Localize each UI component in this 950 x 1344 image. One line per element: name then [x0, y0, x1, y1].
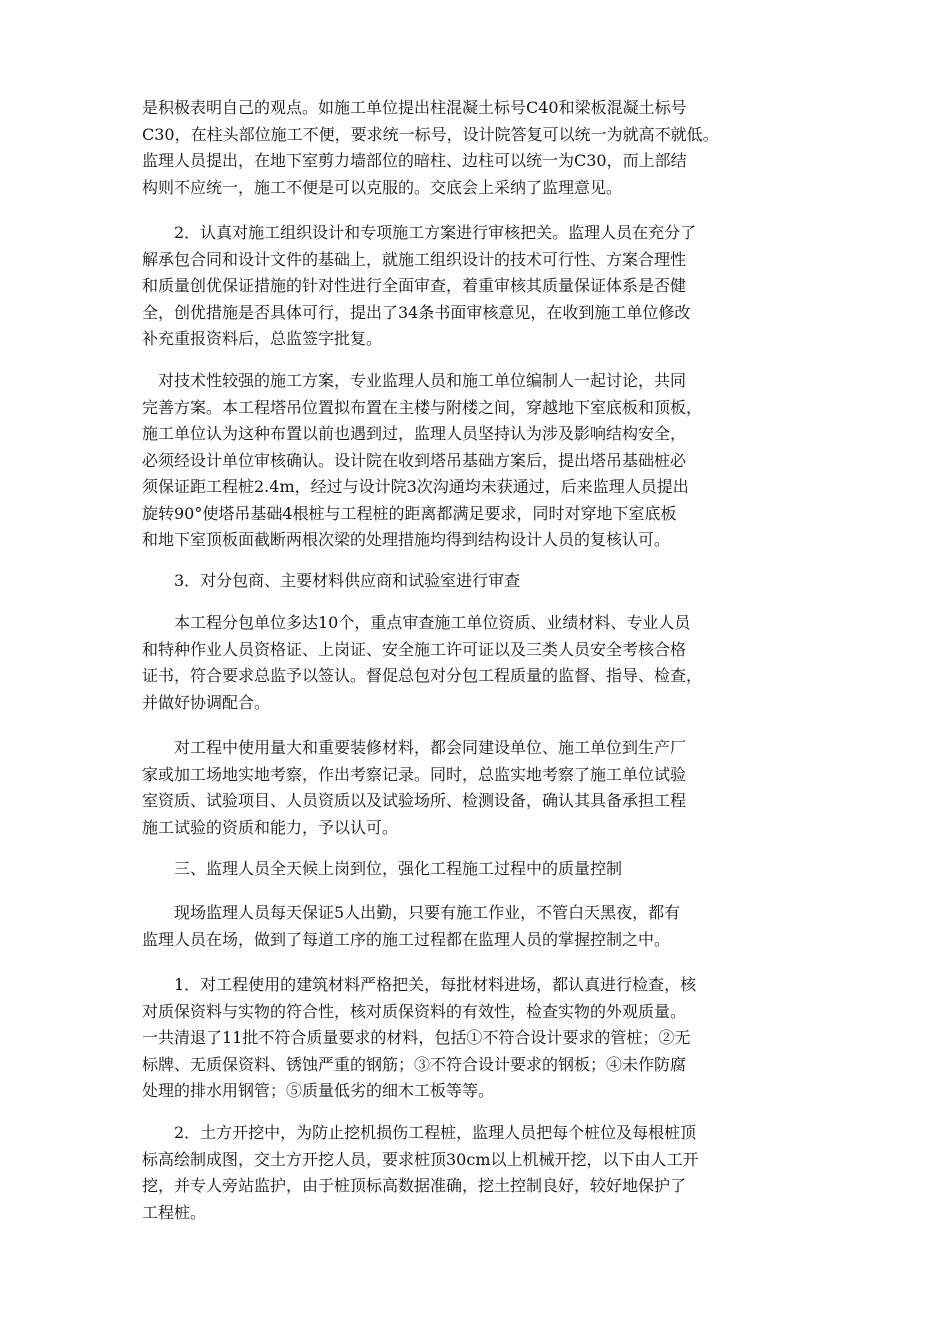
- text-line: 一共清退了11批不符合质量要求的材料，包括①不符合设计要求的管桩；②无: [142, 1028, 691, 1047]
- paragraph-building-material-control: [142, 972, 810, 1105]
- text-line: 监理人员在场，做到了每道工序的施工过程都在监理人员的掌握控制之中。: [142, 929, 671, 949]
- paragraph-material-inspection: [142, 735, 810, 841]
- text-line: 和质量创优保证措施的针对性进行全面审查，着重审核其质量保证体系是否健: [142, 276, 687, 295]
- text-line: 须保证距工程桩2.4m，经过与设计院3次沟通均未获通过，后来监理人员提出: [142, 477, 689, 496]
- text-line: 旋转90°使塔吊基础4根桩与工程桩的距离都满足要求，同时对穿地下室底板: [142, 503, 677, 523]
- text-line: 监理人员提出，在地下室剪力墙部位的暗柱、边柱可以统一为C30，而上部结: [142, 151, 687, 170]
- text-line: 并做好协调配合。: [142, 692, 271, 712]
- text-line: C30，在柱头部位施工不便，要求统一标号，设计院答复可以统一为就高不就低。: [142, 124, 719, 144]
- text-line: 挖，并专人旁站监护，由于桩顶标高数据准确，挖土控制良好，较好地保护了: [142, 1176, 687, 1195]
- paragraph-construction-plan-review: [142, 220, 810, 353]
- text-line: 和特种作业人员资格证、上岗证、安全施工许可证以及三类人员安全考核合格: [142, 639, 687, 659]
- text-line: 是积极表明自己的观点。如施工单位提出柱混凝土标号C40和梁板混凝土标号: [142, 98, 687, 117]
- text-line: 必须经设计单位审核确认。设计院在收到塔吊基础方案后，提出塔吊基础桩必: [142, 450, 687, 470]
- text-line: 处理的排水用钢管；⑤质量低劣的细木工板等等。: [142, 1081, 495, 1100]
- text-line: 现场监理人员每天保证5人出勤，只要有施工作业，不管白天黑夜，都有: [142, 903, 681, 922]
- text-line: 对技术性较强的施工方案，专业监理人员和施工单位编制人一起讨论，共同: [142, 371, 687, 390]
- text-line: 工程桩。: [142, 1202, 207, 1222]
- paragraph-earthwork-excavation: [142, 1120, 810, 1226]
- text-line: 室资质、试验项目、人员资质以及试验场所、检测设备，确认其具备承担工程: [142, 791, 687, 810]
- text-line: 三、监理人员全天候上岗到位，强化工程施工过程中的质量控制: [142, 859, 623, 878]
- text-line: 2．土方开挖中，为防止挖机损伤工程桩，监理人员把每个桩位及每根桩顶: [142, 1123, 697, 1142]
- heading-section-three: [142, 856, 810, 883]
- paragraph-design-review-conclusion: [142, 95, 810, 201]
- text-line: 构则不应统一，施工不便是可以克服的。交底会上采纳了监理意见。: [142, 177, 623, 197]
- text-line: 2．认真对施工组织设计和专项施工方案进行审核把关。监理人员在充分了: [142, 223, 697, 242]
- text-line: 证书，符合要求总监予以签认。督促总包对分包工程质量的监督、指导、检查，: [142, 666, 703, 685]
- text-line: 本工程分包单位多达10个，重点审查施工单位资质、业绩材料、专业人员: [142, 613, 691, 632]
- heading-subcontractor-review: [142, 568, 810, 595]
- text-line: 标高绘制成图，交土方开挖人员，要求桩顶30cm以上机械开挖，以下由人工开: [142, 1149, 699, 1169]
- text-line: 解承包合同和设计文件的基础上，就施工组织设计的技术可行性、方案合理性: [142, 249, 687, 269]
- text-line: 标牌、无质保资料、锈蚀严重的钢筋；③不符合设计要求的钢板；④未作防腐: [142, 1054, 687, 1074]
- text-line: 施工试验的资质和能力，予以认可。: [142, 817, 399, 837]
- text-line: 补充重报资料后，总监签字批复。: [142, 329, 383, 348]
- text-line: 全，创优措施是否具体可行，提出了34条书面审核意见，在收到施工单位修改: [142, 302, 691, 322]
- text-line: 对质保资料与实物的符合性，核对质保资料的有效性，检查实物的外观质量。: [142, 1001, 687, 1021]
- text-line: 施工单位认为这种布置以前也遇到过，监理人员坚持认为涉及影响结构安全，: [142, 424, 687, 443]
- paragraph-subcontractor-qualification: [142, 610, 810, 716]
- text-line: 和地下室顶板面截断两根次梁的处理措施均得到结构设计人员的复核认可。: [142, 530, 671, 549]
- text-line: 对工程中使用量大和重要装修材料，都会同建设单位、施工单位到生产厂: [142, 738, 687, 757]
- text-line: 完善方案。本工程塔吊位置拟布置在主楼与附楼之间，穿越地下室底板和顶板，: [142, 397, 703, 417]
- text-line: 3．对分包商、主要材料供应商和试验室进行审查: [142, 571, 521, 590]
- paragraph-tower-crane-plan: [142, 368, 810, 554]
- text-line: 1．对工程使用的建筑材料严格把关，每批材料进场，都认真进行检查，核: [142, 975, 697, 994]
- paragraph-onsite-attendance: [142, 900, 810, 953]
- text-line: 家或加工场地实地考察，作出考察记录。同时，总监实地考察了施工单位试验: [142, 764, 687, 784]
